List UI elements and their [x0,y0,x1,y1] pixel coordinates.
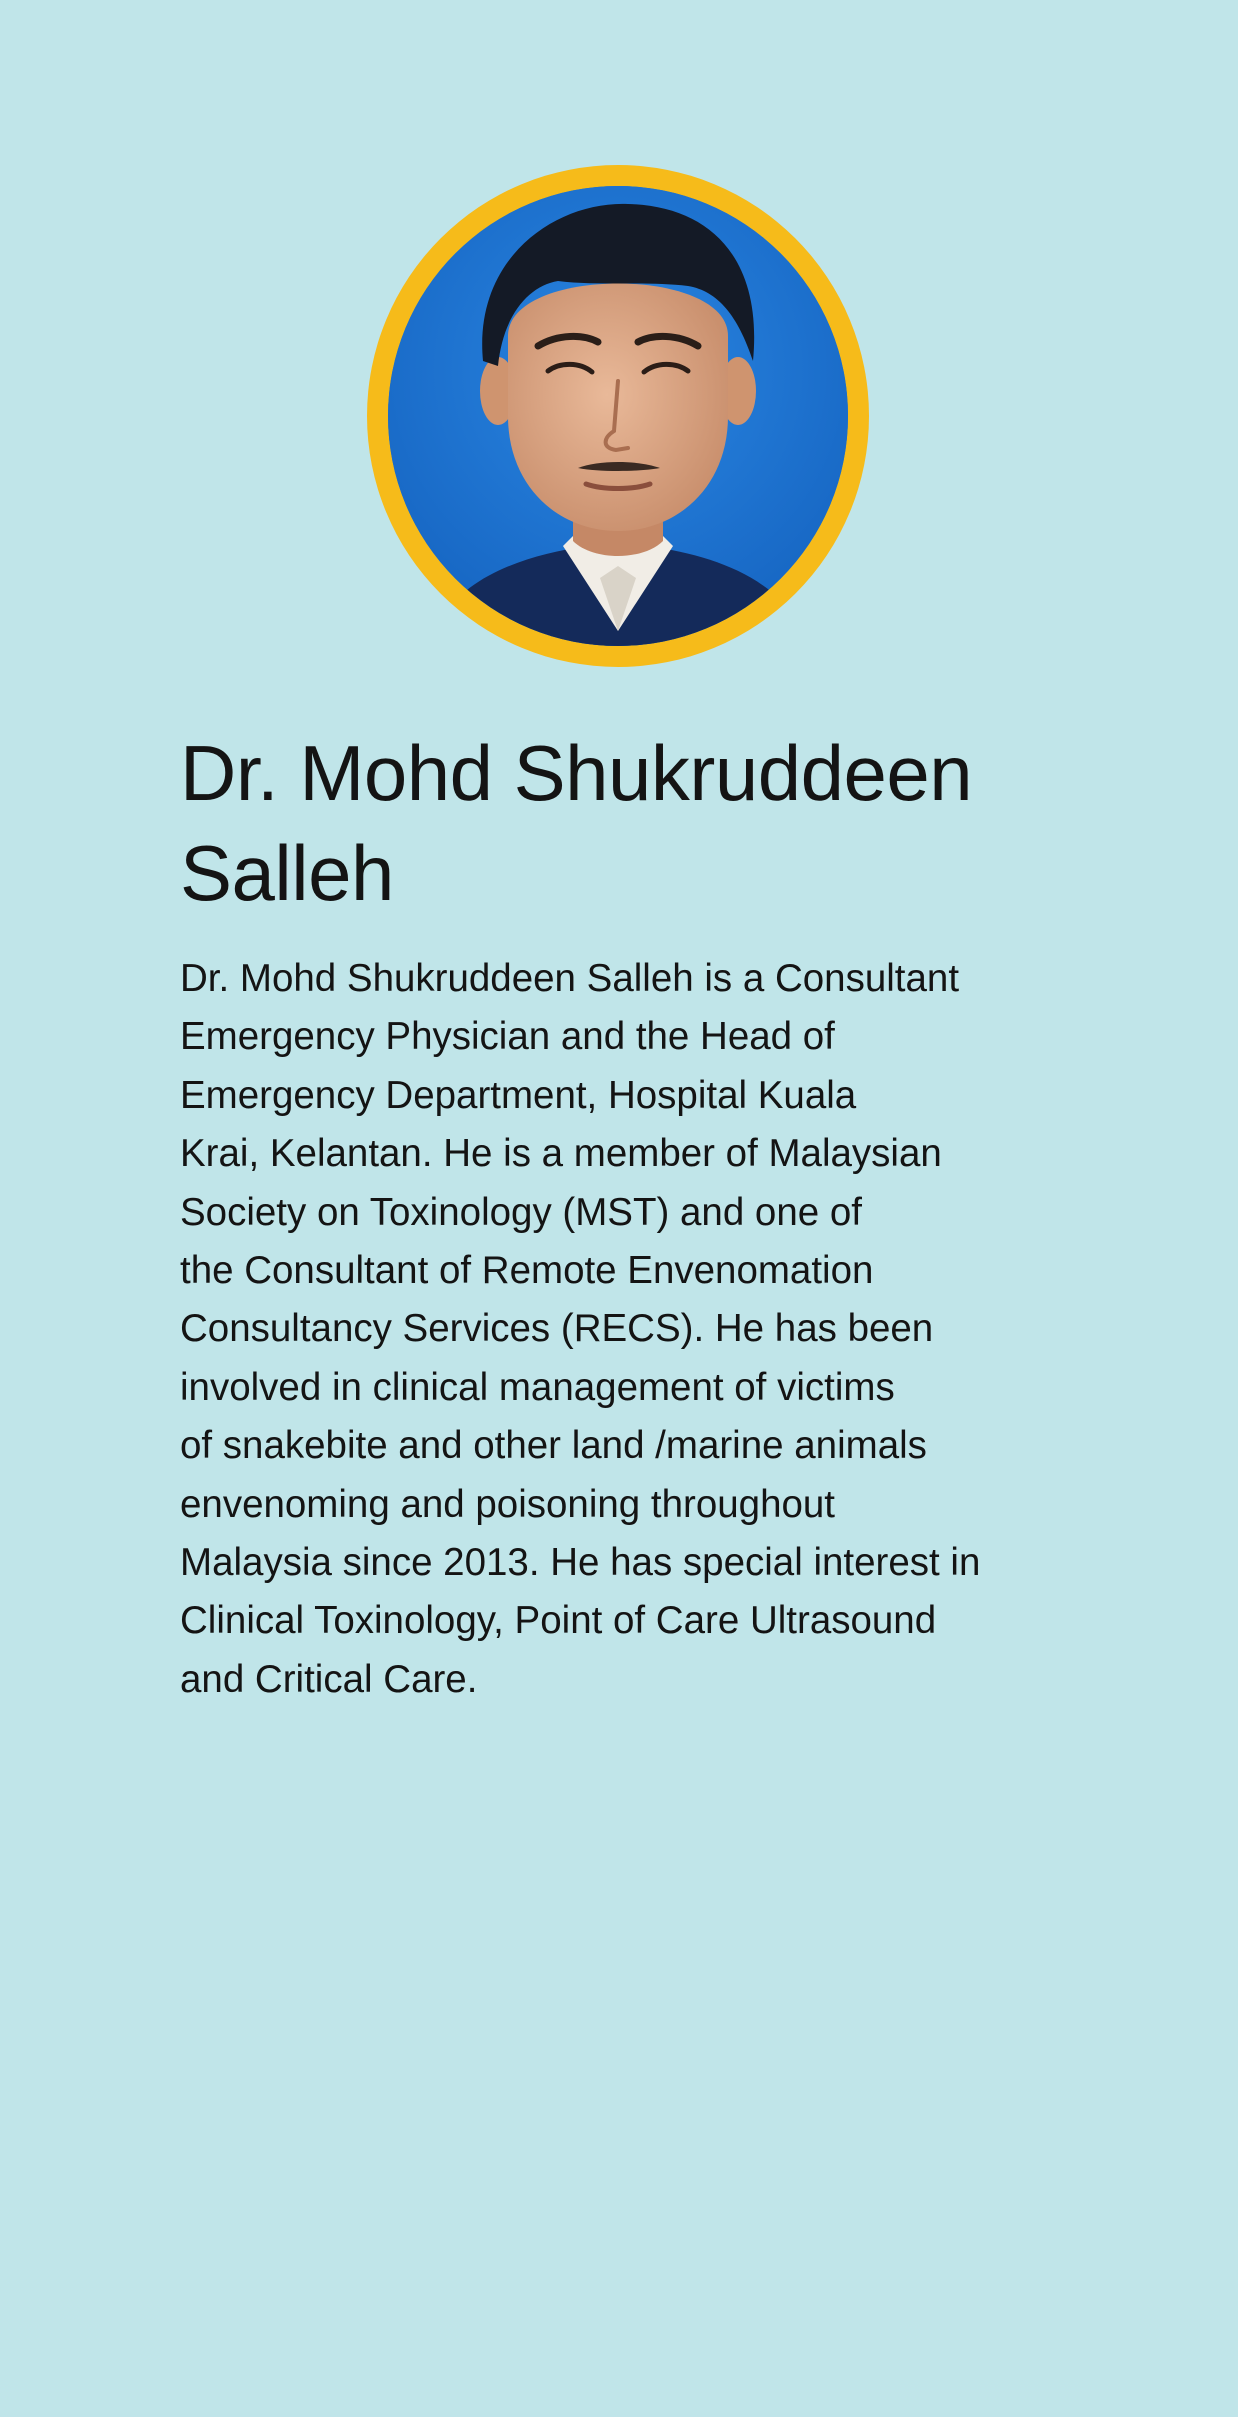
bio-line: of snakebite and other land /marine animals [180,1424,927,1468]
portrait-frame [367,165,869,667]
speaker-name-line-2: Salleh [180,829,394,917]
bio-line: Emergency Physician and the Head of [180,1015,835,1059]
bio-line: Krai, Kelantan. He is a member of Malaysian [180,1132,942,1176]
bio-line: the Consultant of Remote Envenomation [180,1249,874,1293]
bio-line: involved in clinical management of victims [180,1365,895,1409]
bio-line: Malaysia since 2013. He has special interest in [180,1541,981,1585]
speaker-name-line-1: Dr. Mohd Shukruddeen [180,729,973,817]
bio-line: Society on Toxinology (MST) and one of [180,1190,862,1234]
speaker-name [180,723,1080,923]
speaker-bio [180,950,1060,1709]
bio-line: Dr. Mohd Shukruddeen Salleh is a Consultant [180,957,960,1000]
speaker-portrait [388,186,848,646]
bio-line: Consultancy Services (RECS). He has been [180,1307,934,1351]
bio-line: and Critical Care. [180,1657,478,1701]
portrait-illustration [388,186,848,646]
bio-line: Emergency Department, Hospital Kuala [180,1073,857,1117]
bio-line: envenoming and poisoning throughout [180,1482,836,1526]
bio-line: Clinical Toxinology, Point of Care Ultrasound [180,1599,937,1643]
